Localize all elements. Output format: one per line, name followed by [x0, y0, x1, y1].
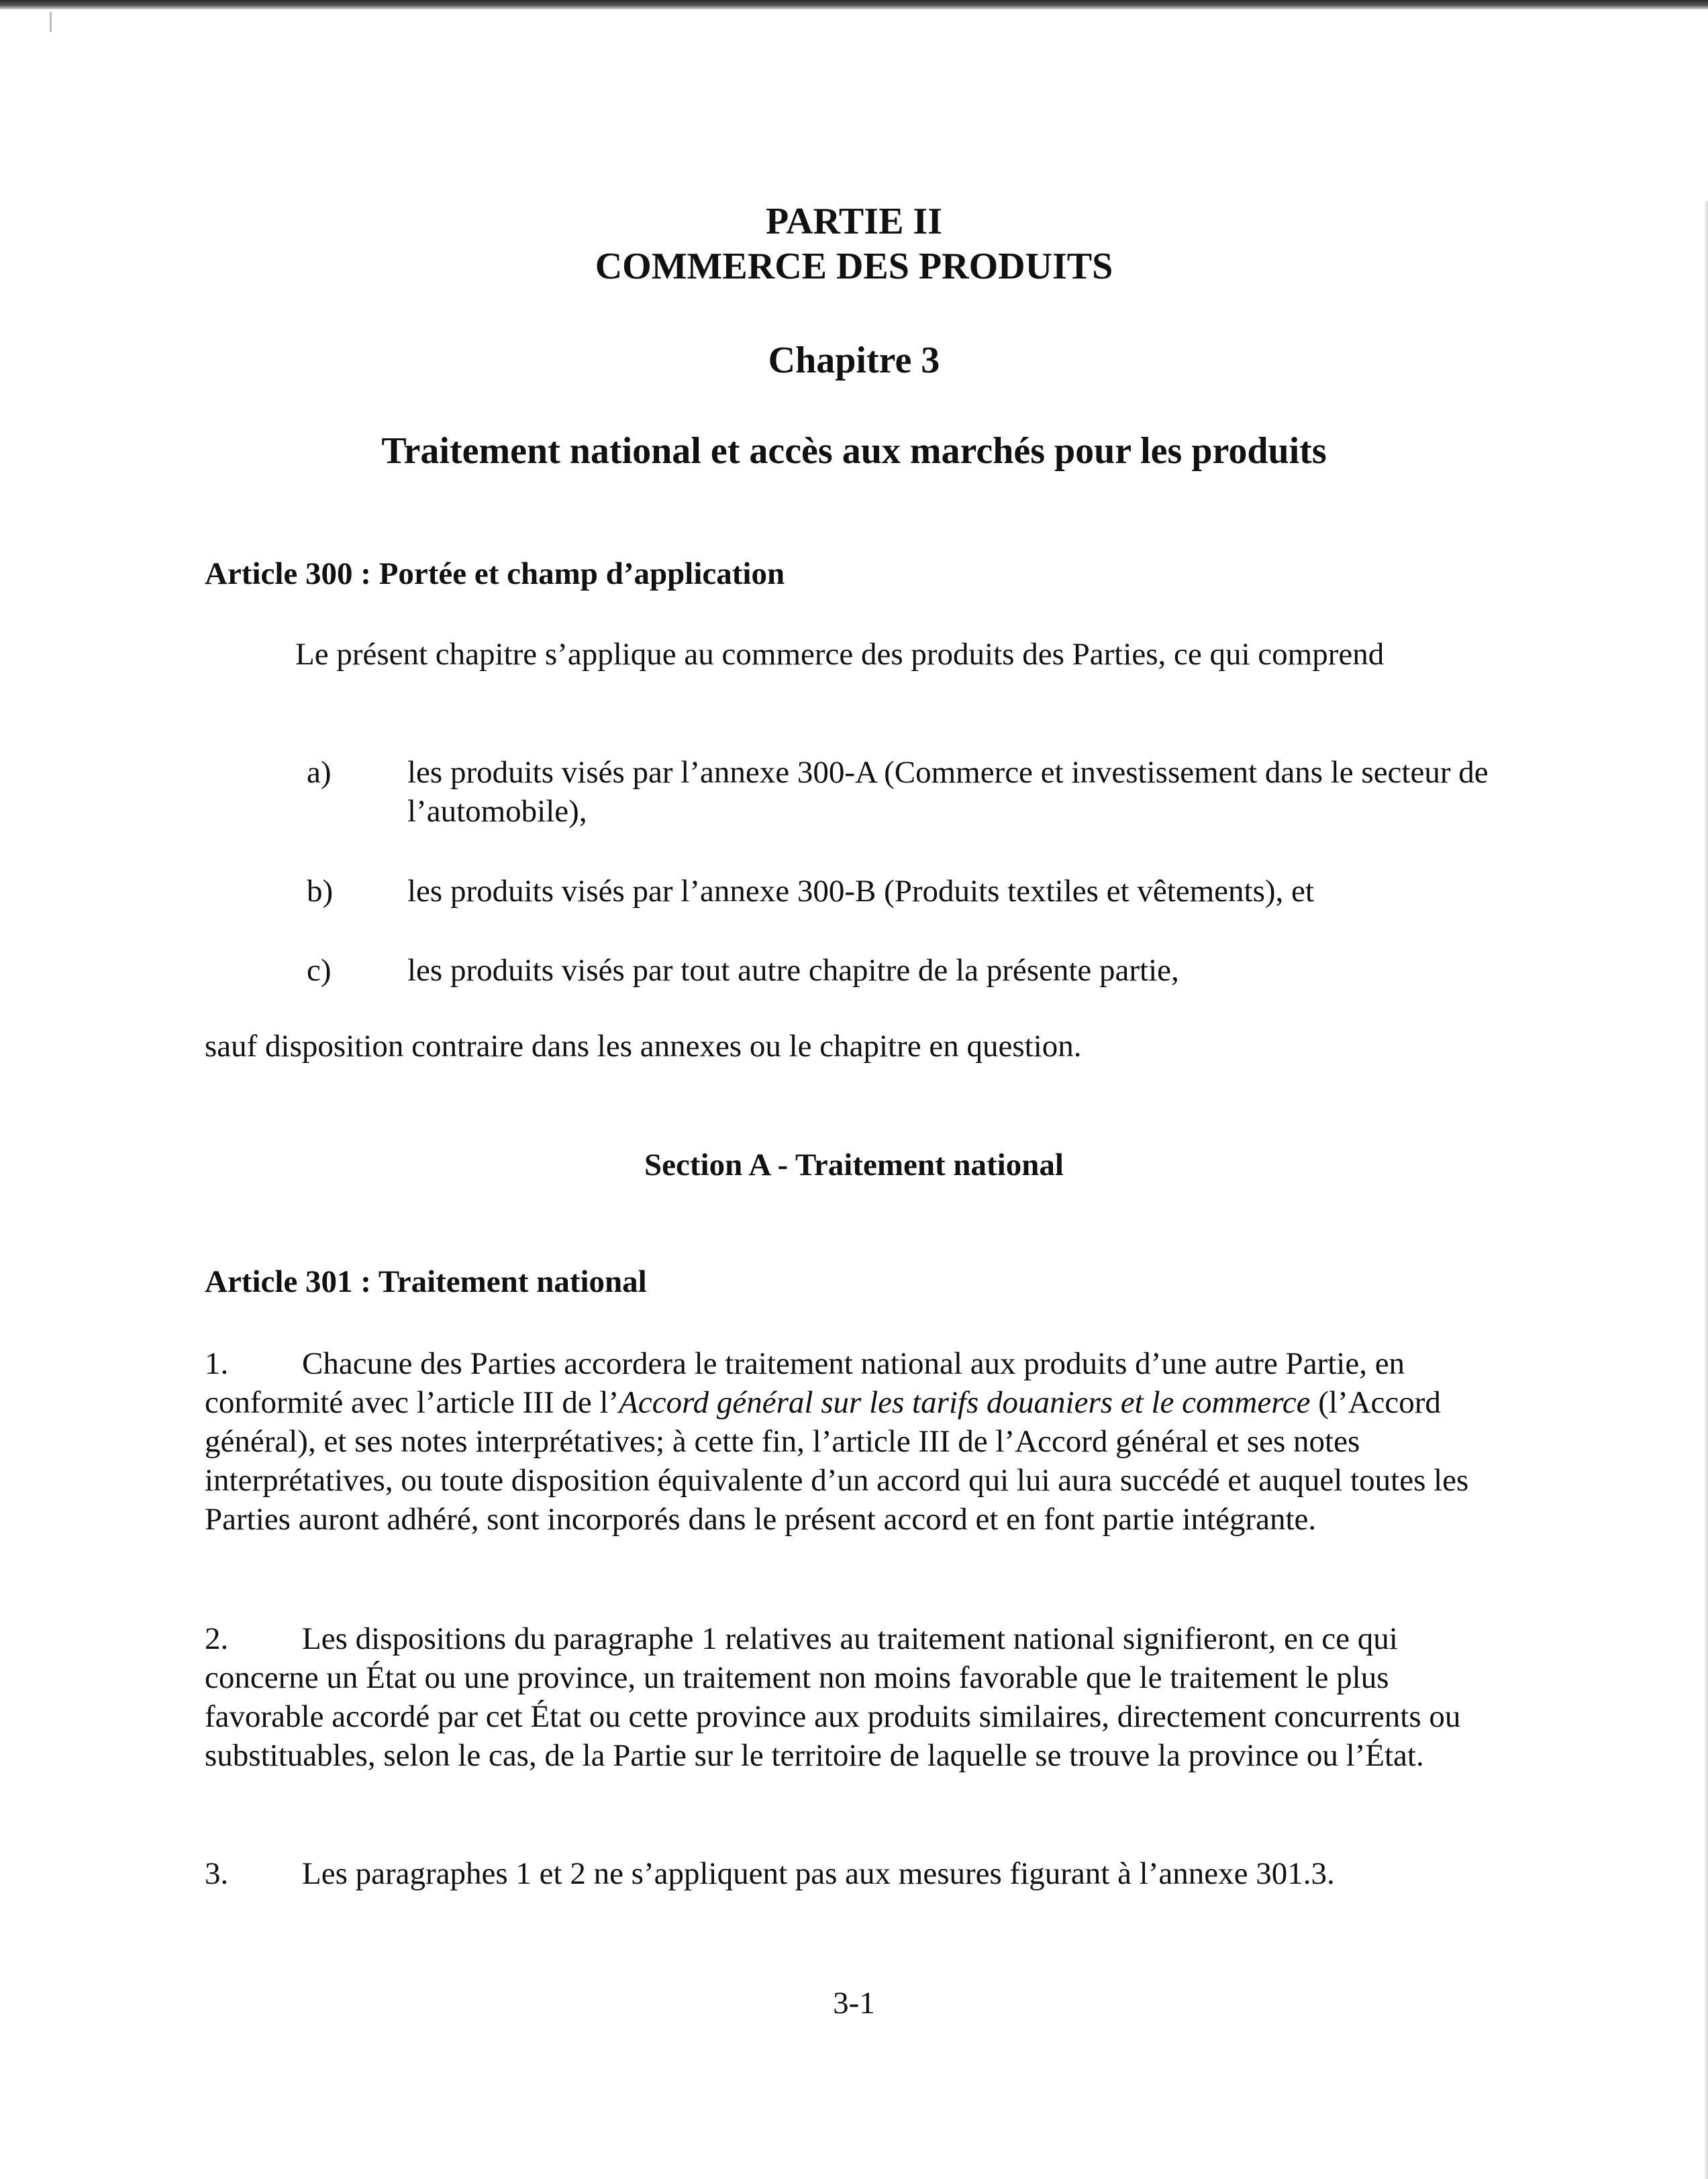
paragraph-text-end: (l’Accord général), et ses notes interprétatives; à cette fin, l’article III de l’Accord général et ses notes interprétatives, ou toute disposition équivalente d’un accord qui lui aura succédé et auquel toutes les Parties auront adhéré, sont incorporés dans le présent accord et en font partie intégrante. [205, 1385, 1469, 1537]
paragraph-text: Les paragraphes 1 et 2 ne s’appliquent pas aux mesures figurant à l’annexe 301.3. [302, 1856, 1335, 1891]
list-item [205, 951, 1500, 990]
section-a-heading: Section A - Traitement national [644, 1148, 1064, 1182]
article-300-intro: Le présent chapitre s’applique au commerce des produits des Parties, ce qui comprend [295, 637, 1385, 672]
list-item [205, 872, 1500, 911]
paragraph-number: 3. [205, 1856, 229, 1891]
chapter-title: Traitement national et accès aux marchés pour les produits [381, 430, 1327, 472]
article-300-closing: sauf disposition contraire dans les annexes ou le chapitre en question. [205, 1029, 1082, 1064]
page-number: 3-1 [833, 1986, 875, 2021]
list-item-text: les produits visés par l’annexe 300-B (Produits textiles et vêtements), et [407, 874, 1314, 909]
part-subtitle: COMMERCE DES PRODUITS [595, 246, 1113, 287]
part-heading: PARTIE II [765, 201, 943, 242]
chapter-heading: Chapitre 3 [768, 340, 940, 381]
paragraph-number: 1. [205, 1346, 229, 1381]
agreement-title-italic: Accord général sur les tarifs douaniers et le commerce [619, 1385, 1311, 1420]
article-301-paragraph-3 [205, 1854, 1500, 1893]
article-301-paragraph-2 [205, 1619, 1500, 1775]
list-item-marker: a) [307, 755, 332, 790]
list-item-text: les produits visés par tout autre chapitre de la présente partie, [407, 953, 1179, 988]
list-item [205, 753, 1500, 831]
list-item-text: les produits visés par l’annexe 300-A (Commerce et investissement dans le secteur de l’automobile), [407, 755, 1489, 829]
list-item-marker: c) [307, 953, 332, 988]
paragraph-text: Les dispositions du paragraphe 1 relatives au traitement national signifieront, en ce qui concerne un État ou une province, un traitement non moins favorable que le traitement le plus favorable accordé par cet État ou cette province aux produits similaires, directement concurrents ou substituables, selon le cas, de la Partie sur le territoire de laquelle se trouve la province ou l’État. [205, 1621, 1461, 1773]
article-300-title: Article 300 : Portée et champ d’application [205, 556, 785, 591]
article-301-paragraph-1 [205, 1344, 1500, 1539]
article-301-title: Article 301 : Traitement national [205, 1264, 647, 1299]
paragraph-text-start: Chacune des Parties accordera le traitement national aux produits d’une autre Partie, en conformité avec l’article III de l’ [205, 1346, 1405, 1420]
list-item-marker: b) [307, 874, 334, 909]
paragraph-number: 2. [205, 1621, 229, 1656]
